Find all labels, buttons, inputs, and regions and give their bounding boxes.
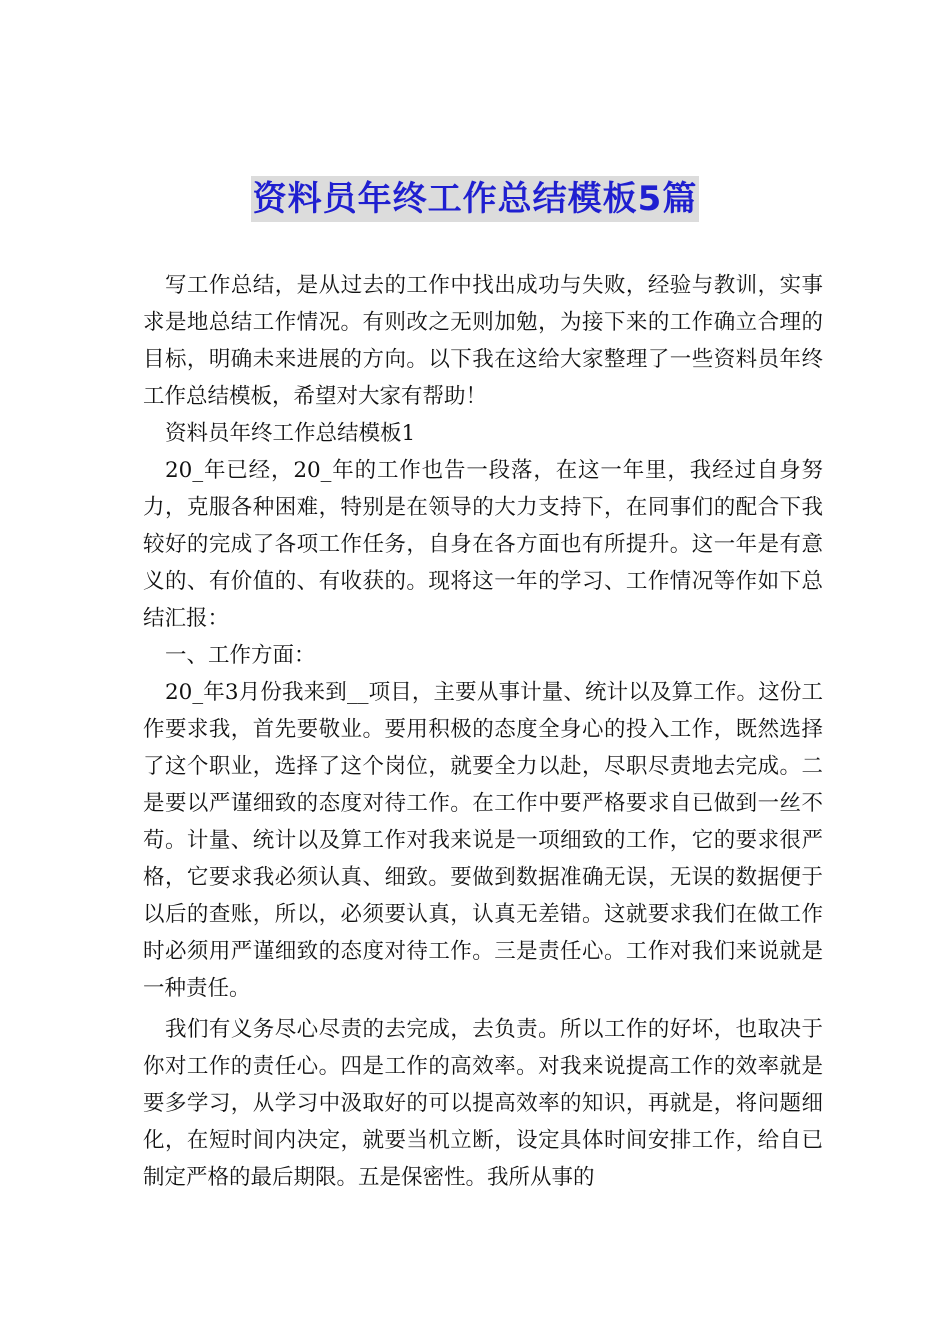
subsection-heading: 一、工作方面： xyxy=(165,643,316,668)
intro-paragraph: 写工作总结，是从过去的工作中找出成功与失败，经验与教训，实事求是地总结工作情况。有则改之无则加勉，为接下来的工作确立合理的目标，明确未来进展的方向。以下我在这给大家整理了一些资料员年终工作总结模板，希望对大家有帮助！ xyxy=(143,273,823,409)
body-paragraph: 我们有义务尽心尽责的去完成，去负责。所以工作的好坏，也取决于你对工作的责任心。四是工作的高效率。对我来说提高工作的效率就是要多学习，从学习中汲取好的可以提高效率的知识，再就是，将问题细化，在短时间内决定，就要当机立断，设定具体时间安排工作，给自已制定严格的最后期限。五是保密性。我所从事的 xyxy=(143,1017,823,1190)
document-body xyxy=(143,267,823,1196)
title-container xyxy=(0,176,950,222)
document-title: 资料员年终工作总结模板5篇 xyxy=(251,176,700,222)
body-paragraph: 20_年已经，20_年的工作也告一段落，在这一年里，我经过自身努力，克服各种困难，特别是在领导的大力支持下，在同事们的配合下我较好的完成了各项工作任务，自身在各方面也有所提升。这一年是有意义的、有价值的、有收获的。现将这一年的学习、工作情况等作如下总结汇报： xyxy=(143,458,823,631)
body-paragraph: 20_年3月份我来到__项目，主要从事计量、统计以及算工作。这份工作要求我，首先要敬业。要用积极的态度全身心的投入工作，既然选择了这个职业，选择了这个岗位，就要全力以赴，尽职尽责地去完成。二是要以严谨细致的态度对待工作。在工作中要严格要求自已做到一丝不苟。计量、统计以及算工作对我来说是一项细致的工作，它的要求很严格，它要求我必须认真、细致。要做到数据准确无误，无误的数据便于以后的查账，所以，必须要认真，认真无差错。这就要求我们在做工作时必须用严谨细致的态度对待工作。三是责任心。工作对我们来说就是一种责任。 xyxy=(143,680,823,1001)
section-heading: 资料员年终工作总结模板1 xyxy=(165,421,416,446)
